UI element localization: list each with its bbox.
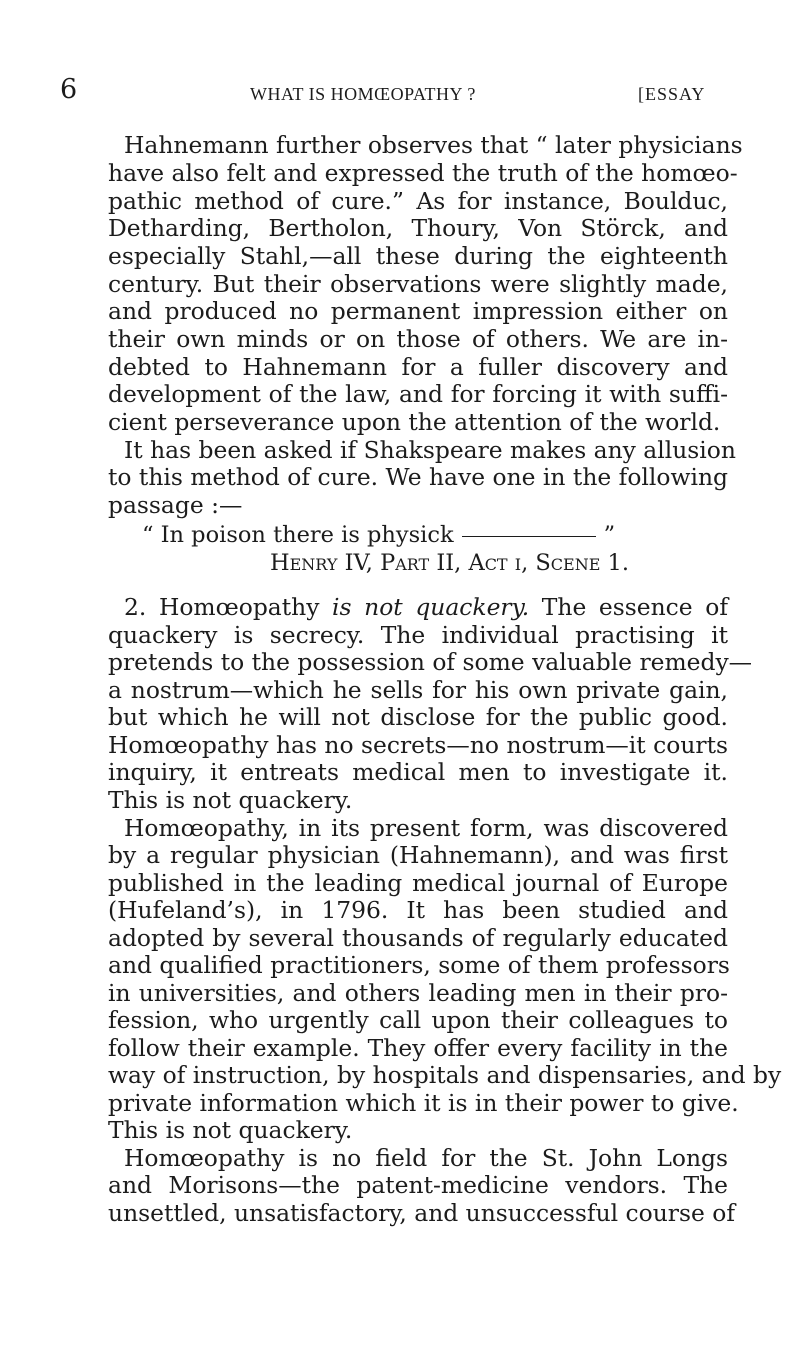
section2-line: quackery is secrecy. The individual practising it (108, 621, 728, 649)
para3-line: by a regular physician (Hahnemann), and was first (108, 841, 728, 869)
section-heading-italic: is not quackery. (332, 593, 530, 621)
para1-line: cient perseverance upon the attention of the world. (108, 408, 721, 436)
section-label: [ESSAY (638, 84, 706, 104)
para3-line: (Hufeland’s), in 1796. It has been studied and (108, 896, 728, 924)
running-title: WHAT IS HOMŒOPATHY ? (250, 84, 476, 104)
page-number: 6 (60, 74, 78, 105)
section2-line: a nostrum—which he sells for his own private gain, (108, 676, 728, 704)
para1-line: development of the law, and for forcing it with suffi- (108, 380, 728, 408)
para2-line: It has been asked if Shakspeare makes any allusion (124, 436, 736, 464)
para4-line: and Morisons—the patent-medicine vendors. The (108, 1171, 728, 1199)
section-heading-line (124, 594, 728, 622)
para4-line: unsettled, unsatisfactory, and unsuccessful course of (108, 1199, 736, 1227)
section-number: 2. (124, 593, 147, 621)
para4-line: Homœopathy is no field for the St. John Longs (124, 1144, 728, 1172)
section2-line: inquiry, it entreats medical men to investigate it. (108, 758, 728, 786)
para3-line: This is not quackery. (108, 1116, 353, 1144)
section-heading: Homœopathy (158, 593, 320, 621)
section-line-rest: The essence of (541, 593, 728, 621)
para1-line: and produced no permanent impression either on (108, 297, 728, 325)
para1-line: Hahnemann further observes that “ later physicians (124, 131, 743, 159)
para3-line: and qualified practitioners, some of them professors (108, 951, 730, 979)
section2-line: Homœopathy has no secrets—no nostrum—it courts (108, 731, 728, 759)
section2-line: but which he will not disclose for the public good. (108, 703, 728, 731)
para1-line: their own minds or on those of others. We are in- (108, 325, 728, 353)
section2-line: This is not quackery. (108, 786, 353, 814)
quote-close: ” (603, 522, 616, 548)
para1-line: Detharding, Bertholon, Thoury, Von Störck, and (108, 214, 728, 242)
quote-text: “ In poison there is physick (142, 522, 454, 548)
para2-line: passage :— (108, 491, 243, 519)
shakespeare-quote (142, 522, 615, 548)
para3-line: follow their example. They offer every facility in the (108, 1034, 728, 1062)
para1-line: debted to Hahnemann for a fuller discovery and (108, 353, 728, 381)
para3-line: fession, who urgently call upon their colleagues to (108, 1006, 728, 1034)
para1-line: pathic method of cure.” As for instance, Boulduc, (108, 187, 728, 215)
para1-line: have also felt and expressed the truth of the homœo- (108, 159, 738, 187)
para3-line: Homœopathy, in its present form, was discovered (124, 814, 728, 842)
para3-line: adopted by several thousands of regularly educated (108, 924, 728, 952)
para1-line: especially Stahl,—all these during the eighteenth (108, 242, 728, 270)
page-header (60, 74, 772, 112)
para3-line: published in the leading medical journal of Europe (108, 869, 728, 897)
para3-line: private information which it is in their power to give. (108, 1089, 739, 1117)
para3-line: way of instruction, by hospitals and dispensaries, and by (108, 1061, 782, 1089)
section2-line: pretends to the possession of some valuable remedy— (108, 648, 753, 676)
quote-citation: Henry IV, Part II, Act i, Scene 1. (270, 550, 630, 576)
para1-line: century. But their observations were slightly made, (108, 270, 728, 298)
quote-dash (462, 536, 596, 537)
para2-line: to this method of cure. We have one in the following (108, 463, 728, 491)
para3-line: in universities, and others leading men in their pro- (108, 979, 728, 1007)
